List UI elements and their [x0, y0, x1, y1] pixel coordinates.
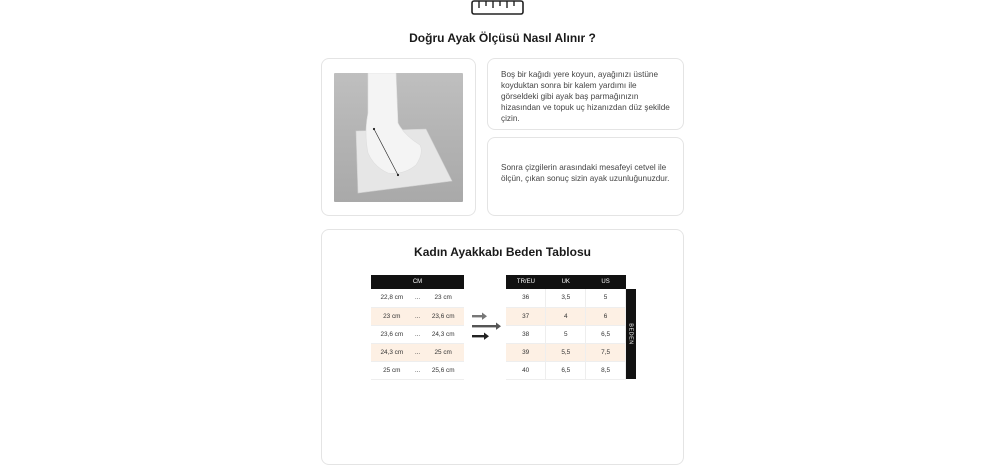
cm-from: 23 cm: [371, 307, 413, 325]
table-row: [506, 307, 626, 325]
size-uk: 3,5: [546, 289, 586, 307]
size-header-tr-eu: TR/EU: [506, 275, 546, 289]
size-us: 6: [586, 307, 626, 325]
table-row: [371, 325, 464, 343]
size-tr-eu: 36: [506, 289, 546, 307]
table-row: [506, 361, 626, 379]
cm-separator: ...: [413, 325, 423, 343]
cm-to: 23,6 cm: [422, 307, 464, 325]
arrows-right-icon: [470, 311, 504, 347]
table-row: [506, 289, 626, 307]
ruler-icon: [471, 0, 524, 16]
size-uk: 5,5: [546, 343, 586, 361]
table-row: [371, 343, 464, 361]
size-us: 6,5: [586, 325, 626, 343]
page-title: Doğru Ayak Ölçüsü Nasıl Alınır ?: [409, 31, 596, 45]
cm-separator: ...: [413, 343, 423, 361]
size-tr-eu: 39: [506, 343, 546, 361]
cm-separator: ...: [413, 307, 423, 325]
table-row: [506, 325, 626, 343]
cm-separator: ...: [413, 289, 423, 307]
instruction-card-2: [487, 137, 684, 216]
size-us: 5: [586, 289, 626, 307]
cm-from: 23,6 cm: [371, 325, 413, 343]
cm-to: 25,6 cm: [422, 361, 464, 379]
table-row: [371, 361, 464, 379]
cm-header: CM: [371, 275, 464, 289]
cm-from: 25 cm: [371, 361, 413, 379]
size-table: [506, 275, 626, 380]
size-chart-card: [321, 229, 684, 465]
size-header-us: US: [586, 275, 626, 289]
size-tr-eu: 40: [506, 361, 546, 379]
instruction-card-1: [487, 58, 684, 130]
size-header-uk: UK: [546, 275, 586, 289]
beden-label-bar: [626, 289, 636, 379]
photo-card: [321, 58, 476, 216]
cm-from: 22,8 cm: [371, 289, 413, 307]
table-row: [371, 307, 464, 325]
instruction-step-1: Boş bir kağıdı yere koyun, ayağınızı üstüne koyduktan sonra bir kalem yardımı ile görseldeki gibi ayak baş parmağınızın hizasından ve topuk uç hizanızdan düz şekilde çizin.: [501, 70, 670, 123]
size-us: 7,5: [586, 343, 626, 361]
size-chart-title: Kadın Ayakkabı Beden Tablosu: [414, 245, 591, 259]
size-uk: 5: [546, 325, 586, 343]
table-row: [371, 289, 464, 307]
cm-separator: ...: [413, 361, 423, 379]
cm-table: [371, 275, 464, 380]
cm-to: 23 cm: [422, 289, 464, 307]
size-us: 8,5: [586, 361, 626, 379]
cm-from: 24,3 cm: [371, 343, 413, 361]
size-tr-eu: 37: [506, 307, 546, 325]
size-tr-eu: 38: [506, 325, 546, 343]
instruction-step-2: Sonra çizgilerin arasındaki mesafeyi cetvel ile ölçün, çıkan sonuç sizin ayak uzunluğunuzdur.: [501, 163, 670, 183]
size-uk: 6,5: [546, 361, 586, 379]
cm-to: 24,3 cm: [422, 325, 464, 343]
cm-to: 25 cm: [422, 343, 464, 361]
foot-measurement-photo: [334, 73, 463, 202]
table-row: [506, 343, 626, 361]
beden-label: BEDEN: [628, 323, 635, 345]
size-uk: 4: [546, 307, 586, 325]
